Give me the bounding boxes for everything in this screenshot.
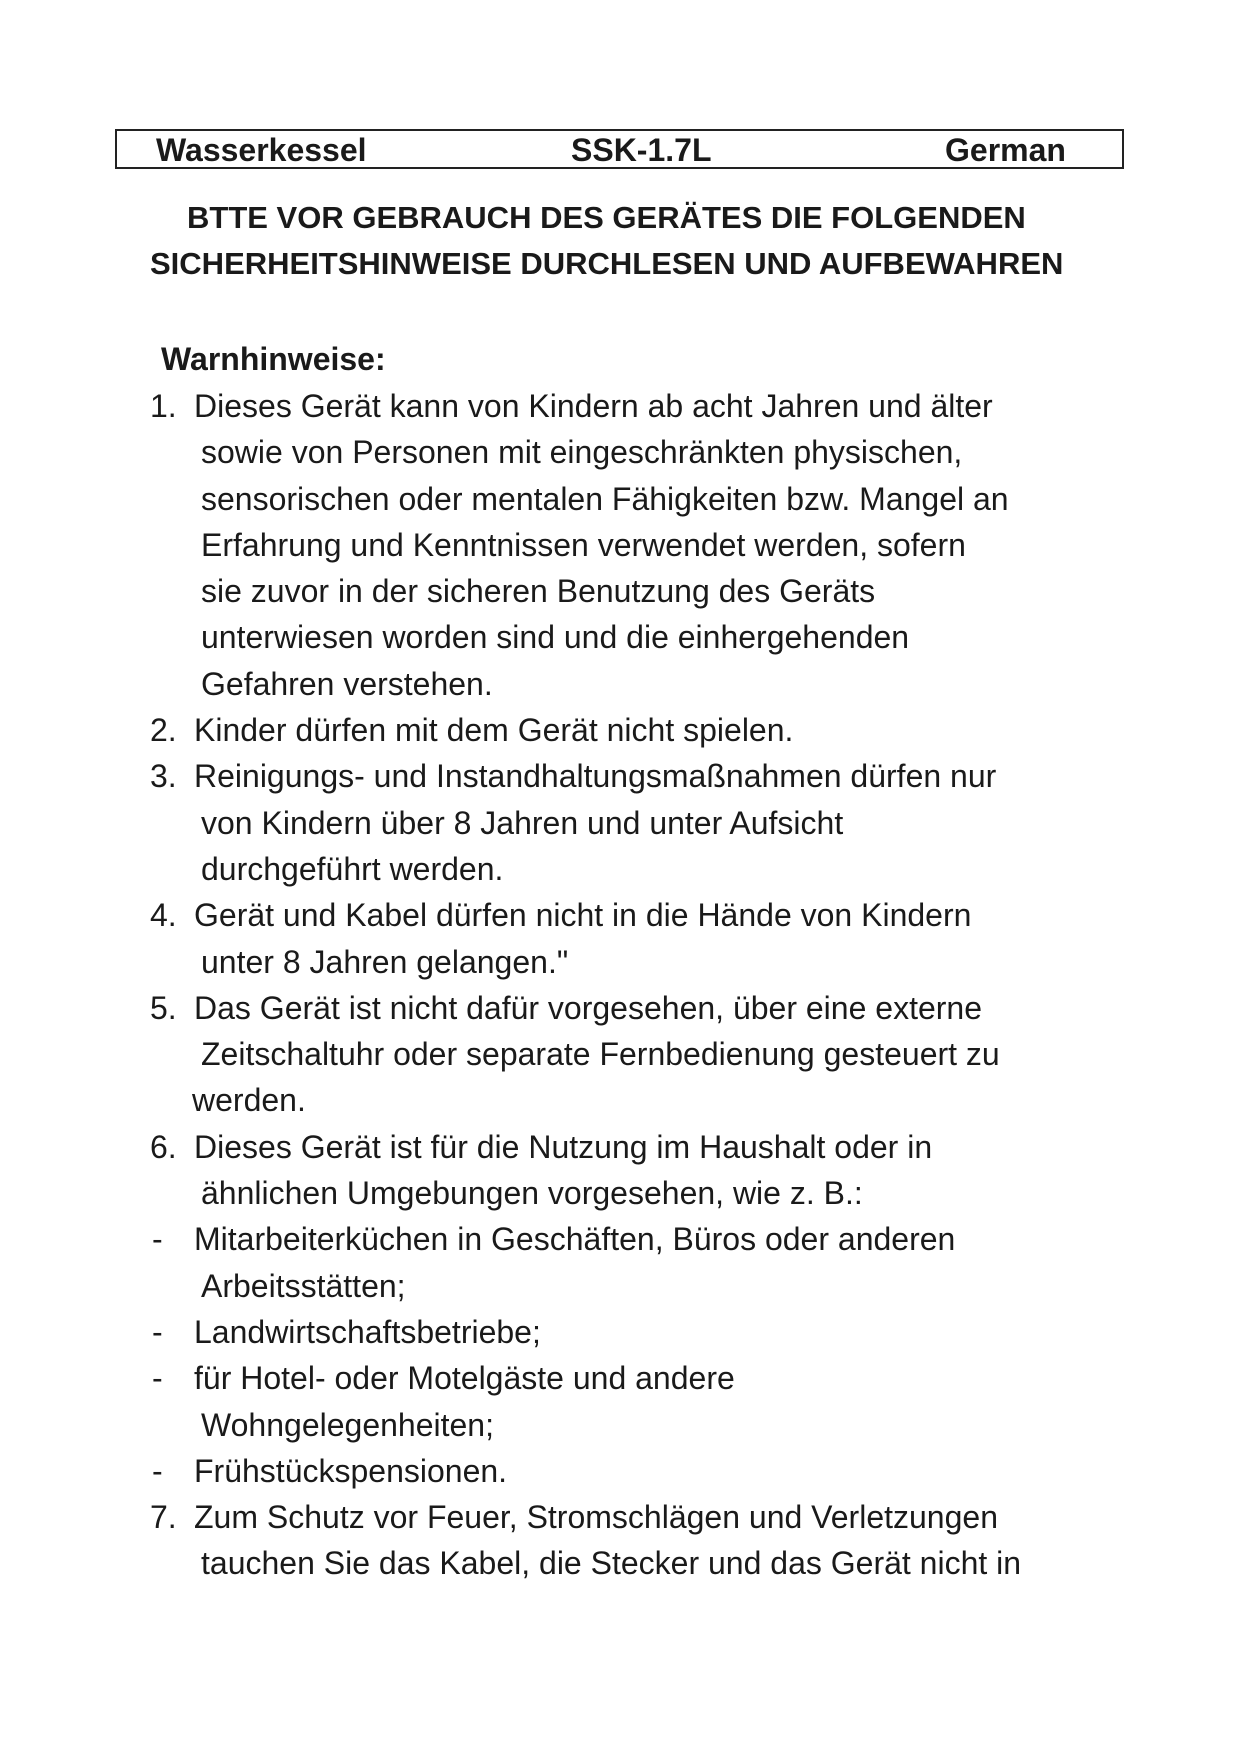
list-item-line: Gefahren verstehen. [201, 665, 493, 702]
list-item-line: Frühstückspensionen. [194, 1452, 508, 1489]
list-item-line: sowie von Personen mit eingeschränkten physischen, [201, 434, 963, 471]
list-item [150, 1309, 1110, 1355]
list-marker: - [152, 1360, 163, 1397]
list-item [150, 985, 1110, 1124]
list-item-line: unterwiesen worden sind und die einhergehenden [201, 619, 910, 656]
list-marker: - [152, 1313, 163, 1350]
list-item [150, 1448, 1110, 1494]
list-item-line: Dieses Gerät ist für die Nutzung im Haushalt oder in [194, 1128, 933, 1165]
list-item-line: von Kindern über 8 Jahren und unter Aufsicht [201, 804, 844, 841]
list-marker: 3. [150, 758, 177, 795]
list-item-line: Das Gerät ist nicht dafür vorgesehen, über eine externe [194, 989, 982, 1026]
list-item [150, 1124, 1110, 1217]
list-marker: - [152, 1452, 163, 1489]
list-item-line: werden. [192, 1082, 306, 1119]
list-item-line: Mitarbeiterküchen in Geschäften, Büros oder anderen [194, 1221, 956, 1258]
list-marker: 1. [150, 388, 177, 424]
list-item [150, 707, 1110, 753]
list-item-line: durchgeführt werden. [201, 850, 504, 887]
list-item [150, 1494, 1110, 1587]
list-item-line: Zum Schutz vor Feuer, Stromschlägen und Verletzungen [194, 1499, 998, 1536]
product-name: Wasserkessel [156, 132, 367, 168]
list-item [150, 1216, 1110, 1309]
list-item-line: Landwirtschaftsbetriebe; [194, 1313, 541, 1350]
list-marker: 4. [150, 897, 177, 934]
list-item [150, 1355, 1110, 1448]
list-item-line: Dieses Gerät kann von Kindern ab acht Jahren und älter [194, 388, 993, 424]
list-item-line: tauchen Sie das Kabel, die Stecker und das Gerät nicht in [201, 1545, 1022, 1582]
language-label: German [945, 132, 1066, 168]
list-item-line: Kinder dürfen mit dem Gerät nicht spielen. [194, 712, 794, 749]
list-item [150, 383, 1110, 707]
list-marker: 2. [150, 712, 177, 749]
list-marker: 7. [150, 1499, 177, 1536]
list-item-line: Reinigungs- und Instandhaltungsmaßnahmen dürfen nur [194, 758, 997, 795]
list-item-line: Wohngelegenheiten; [201, 1406, 494, 1443]
list-item-line: Zeitschaltuhr oder separate Fernbedienung gesteuert zu [201, 1036, 1000, 1073]
list-item-line: sensorischen oder mentalen Fähigkeiten bzw. Mangel an [201, 480, 1009, 517]
list-marker: 6. [150, 1128, 177, 1165]
warning-list [150, 383, 1110, 1587]
page-title-line-1: BTTE VOR GEBRAUCH DES GERÄTES DIE FOLGENDEN [187, 200, 1026, 235]
section-heading: Warnhinweise: [161, 341, 386, 377]
list-item [150, 892, 1110, 985]
list-item-line: ähnlichen Umgebungen vorgesehen, wie z. B.: [201, 1175, 863, 1212]
list-item-line: Arbeitsstätten; [201, 1267, 406, 1304]
list-item [150, 753, 1110, 892]
page-title-line-2: SICHERHEITSHINWEISE DURCHLESEN UND AUFBEWAHREN [150, 246, 1064, 281]
model-number: SSK-1.7L [571, 132, 712, 168]
list-item-line: sie zuvor in der sicheren Benutzung des Geräts [201, 573, 876, 610]
list-item-line: Gerät und Kabel dürfen nicht in die Hände von Kindern [194, 897, 972, 934]
list-item-line: Erfahrung und Kenntnissen verwendet werden, sofern [201, 526, 966, 563]
header-box [115, 129, 1124, 169]
list-marker: 5. [150, 989, 177, 1026]
list-item-line: für Hotel- oder Motelgäste und andere [194, 1360, 735, 1397]
list-item-line: unter 8 Jahren gelangen." [201, 943, 569, 980]
list-marker: - [152, 1221, 163, 1258]
